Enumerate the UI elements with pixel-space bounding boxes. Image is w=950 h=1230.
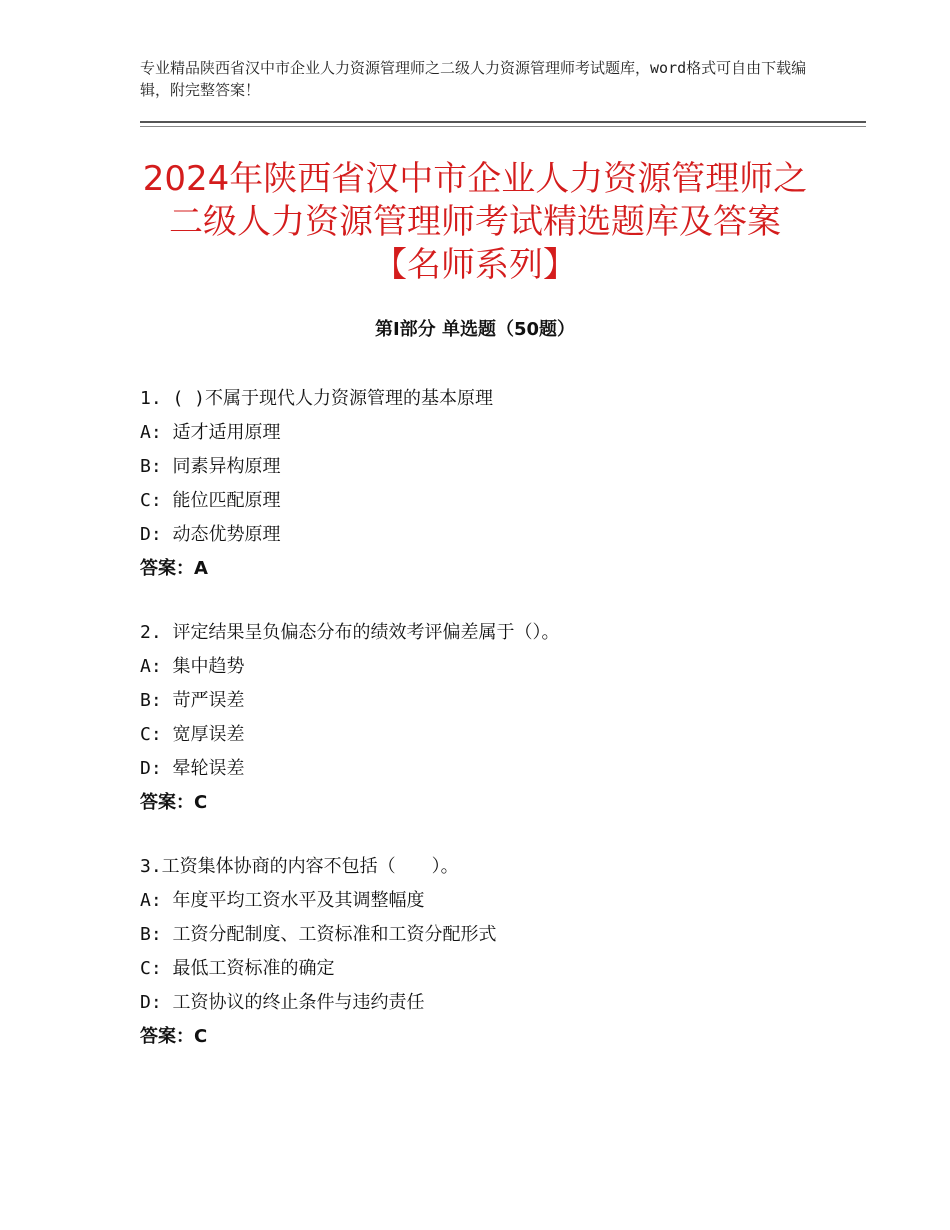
option-a: A: 集中趋势 bbox=[140, 656, 245, 677]
section-heading: 第Ⅰ部分 单选题（50题） bbox=[374, 319, 575, 340]
question-3 bbox=[140, 850, 840, 1054]
option-c: C: 能位匹配原理 bbox=[140, 490, 281, 511]
header-note: 专业精品陕西省汉中市企业人力资源管理师之二级人力资源管理师考试题库，word格式可自由下载编辑，附完整答案！ bbox=[140, 59, 807, 99]
option-c: C: 最低工资标准的确定 bbox=[140, 958, 335, 979]
question-stem: 2. 评定结果呈负偏态分布的绩效考评偏差属于（）。 bbox=[140, 622, 560, 643]
title-line-1: 2024年陕西省汉中市企业人力资源管理师之 bbox=[142, 159, 808, 199]
option-c: C: 宽厚误差 bbox=[140, 724, 245, 745]
answer: 答案：C bbox=[140, 792, 208, 813]
option-d: D: 动态优势原理 bbox=[140, 524, 281, 545]
option-d: D: 晕轮误差 bbox=[140, 758, 245, 779]
question-stem: 3.工资集体协商的内容不包括（ ）。 bbox=[140, 856, 459, 877]
option-b: B: 苛严误差 bbox=[140, 690, 245, 711]
option-a: A: 年度平均工资水平及其调整幅度 bbox=[140, 890, 425, 911]
question-1 bbox=[140, 382, 840, 586]
option-d: D: 工资协议的终止条件与违约责任 bbox=[140, 992, 425, 1013]
title-line-3: 【名师系列】 bbox=[373, 245, 577, 285]
header-rule-thin bbox=[140, 126, 866, 127]
question-2 bbox=[140, 616, 840, 820]
option-b: B: 工资分配制度、工资标准和工资分配形式 bbox=[140, 924, 497, 945]
answer: 答案：A bbox=[140, 558, 208, 579]
question-list bbox=[140, 382, 840, 1084]
document-title bbox=[100, 158, 850, 287]
question-stem: 1. ( )不属于现代人力资源管理的基本原理 bbox=[140, 388, 494, 409]
header-rule-thick bbox=[140, 121, 866, 123]
answer: 答案：C bbox=[140, 1026, 208, 1047]
option-a: A: 适才适用原理 bbox=[140, 422, 281, 443]
title-line-2: 二级人力资源管理师考试精选题库及答案 bbox=[169, 202, 781, 242]
option-b: B: 同素异构原理 bbox=[140, 456, 281, 477]
